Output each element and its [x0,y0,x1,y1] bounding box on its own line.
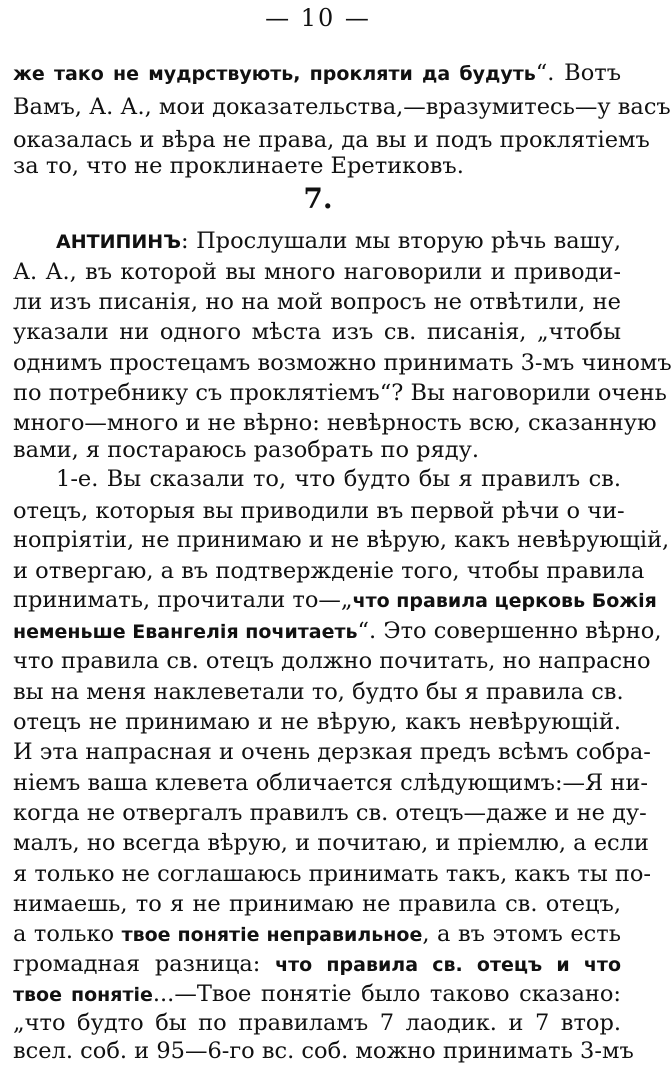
text-line: когда не отвергалъ правилъ св. отецъ—даже и не ду- [13,800,647,826]
text-line: принимать, прочитали то—„что правила церковь Божія [13,587,657,613]
text-line: много—много и не вѣрно: невѣрность всю, сказанную [13,410,657,436]
text-line: однимъ простецамъ возможно принимать 3-мъ чиномъ [13,350,672,376]
bold-quote: неменьше Евангелія почитаеть [13,621,358,643]
text-line: указали ни одного мѣста изъ св. писанія, „чтобы [13,319,621,345]
text-line: я только не соглашаюсь принимать такъ, какъ ты по- [13,861,652,887]
page-number: — 10 — [265,4,371,32]
text-line: нопріятіи, не принимаю и не вѣрую, какъ невѣрующій, [13,527,670,553]
bold-text: твое понятіе [13,984,153,1006]
text-line: же тако не мудрствують, прокляти да будуть“. Вотъ [13,60,622,86]
text-line: нимаешь, то я не принимаю не правила св. отецъ, [13,891,621,917]
text-line: 1-е. Вы сказали то, что будто бы я правилъ св. [56,466,621,492]
text-line: за то, что не проклинаете Еретиковъ. [13,153,464,179]
text-line: И эта напрасная и очень дерзкая предъ всѣмъ собра- [13,739,651,765]
text-line: твое понятіе...—Твое понятіе было таково сказано: [13,981,621,1007]
text-line: а только твое понятіе неправильное, а въ этомъ есть [13,921,621,947]
bold-text: что правила св. отецъ и что [275,954,622,976]
bold-text: твое понятіе неправильное [121,924,423,946]
text-line: всел. соб. и 95—6-го вс. соб. можно принимать 3-мъ [13,1038,634,1064]
text-line: А. А., въ которой вы много наговорили и приводи- [13,259,621,285]
text-line: малъ, но всегда вѣрую, и почитаю, и пріемлю, а если [13,830,649,856]
text-line: оказалась и вѣра не права, да вы и подъ проклятіемъ [13,127,650,153]
text-line: отецъ, которыя вы приводили въ первой рѣчи о чи- [13,498,625,524]
text-line: и отвергаю, а въ подтвержденіе того, чтобы правила [13,558,645,584]
text-line: Вамъ, А. А., мои доказательства,—вразумитесь—у васъ [13,94,671,120]
text-line: ли изъ писанія, но на мой вопросъ не отвѣтили, не [13,289,621,315]
text-line: вами, я постараюсь разобрать по ряду. [13,437,480,463]
text-line: громадная разница: что правила св. отецъ и что [13,951,622,977]
text-line: АНТИПИНЪ: Прослушали мы вторую рѣчь вашу, [56,228,621,254]
speaker-name: АНТИПИНЪ [56,231,182,253]
bold-text: же тако не мудрствують, прокляти да будуть [13,63,536,85]
text-line: вы на меня наклеветали то, будто бы я правила св. [13,679,624,705]
bold-quote: что правила церковь Божія [352,590,657,612]
text-line: по потребнику съ проклятіемъ“? Вы наговорили очень [13,380,667,406]
text-line: „что будто бы по правиламъ 7 лаодик. и 7 втор. [13,1010,621,1036]
text-line: что правила св. отецъ должно почитать, но напрасно [13,648,651,674]
text-line: неменьше Евангелія почитаеть“. Это совершенно вѣрно, [13,618,662,644]
section-number: 7. [303,182,333,215]
text-line: отецъ не принимаю и не вѣрую, какъ невѣрующій. [13,709,621,735]
text-line: ніемъ ваша клевета обличается слѣдующимъ:—Я ни- [13,770,648,796]
